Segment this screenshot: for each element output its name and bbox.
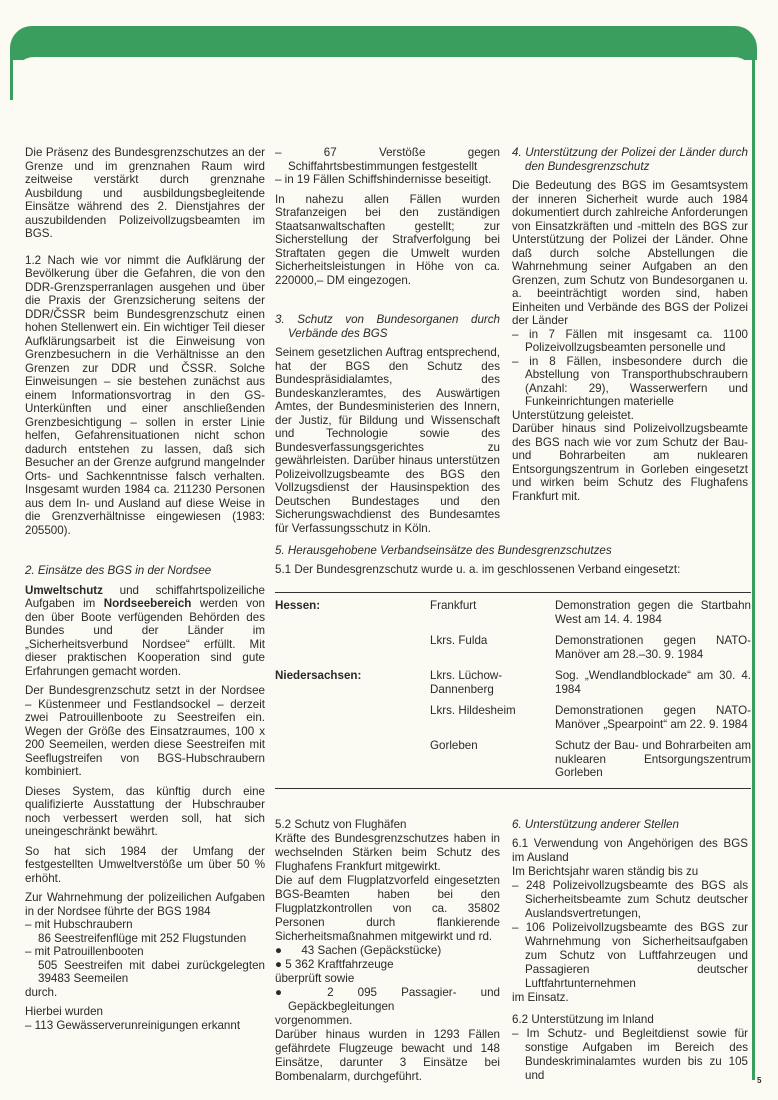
list-item: – in 8 Fällen, insbesondere durch die Abstellung von Transporthubschraubern (Anzahl: 29), Wasserwerfern und Funkeinrichtungen materielle	[512, 354, 748, 408]
table-row: Niedersachsen: Lkrs. Lüchow-Dannenberg Sog. „Wendlandblockade“ am 30. 4. 1984	[275, 669, 751, 696]
paragraph-patrouillenboote: Der Bundesgrenzschutz setzt in der Nordsee – Küstenmeer und Festlandsockel – derzeit zwei Patrouillenboote zu Seestreifen ein. Wegen der Größe des Einsatzraumes, 100 x 200 Seemeilen, werden diese Seestreifen mit Seeflugstreifen von BGS-Hubschraubern kombiniert.	[25, 684, 265, 778]
heading-section-4: 4. Unterstützung der Polizei der Länder durch den Bundesgrenzschutz	[512, 146, 748, 173]
middle-column	[275, 146, 500, 541]
text-im-einsatz: im Einsatz.	[512, 990, 569, 1004]
paragraph-gorleben: Darüber hinaus sind Polizeivollzugsbeamte des BGS nach wie vor zum Schutz der Bau- und Bohrarbeiten am nuklearen Entsorgungszentrum in Gorleben eingesetzt und wirken beim Schutz des Flughafens Frankfurt mit.	[512, 422, 748, 503]
list-item-detail: 86 Seestreifenflüge mit 252 Flugstunden	[38, 931, 247, 945]
bullet-icon: ●	[275, 944, 283, 957]
text-hierbei: Hierbei wurden	[25, 1005, 103, 1018]
text-ueberprueft: überprüft sowie	[275, 972, 355, 985]
section-6-column	[512, 818, 748, 1083]
list-item: – mit Patrouillenbooten	[25, 945, 144, 958]
paragraph-section-3: Seinem gesetzlichen Auftrag entsprechend, hat der BGS den Schutz des Bundespräsidialamtes, des Bundeskanzleramtes, des Auswärtigen Amtes, der Bundesministerien des Innern, der Justiz, für Bildung und Wissenschaft und Technologie sowie des Bundesverfassungsgerichtes zu gewährleisten. Darüber hinaus unterstützen Polizeivollzugsbeamte des BGS den Vollzugsdienst der Hausinspektion des Deutschen Bundestages und den Sicherungswachdienst des Bundesamtes für Verfassungsschutz in Köln.	[275, 346, 500, 535]
paragraph-system: Dieses System, das künftig durch eine qualifizierte Ausstattung der Hubschrauber noch verbessert werden soll, hat sich uneingeschränkt bewährt.	[25, 784, 265, 838]
table-row: Lkrs. Fulda Demonstrationen gegen NATO-Manöver am 28.–30. 9. 1984	[430, 634, 751, 661]
paragraph-strafanzeigen: In nahezu allen Fällen wurden Strafanzeigen bei den zuständigen Staatsanwaltschaften gestellt; zur Sicherstellung der Strafverfolgung bei Straftaten gegen die Umwelt wurden Sicherheitsleistungen in Höhe von ca. 220000,– DM eingezogen.	[275, 192, 500, 287]
table-row: Gorleben Schutz der Bau- und Bohrarbeiten am nuklearen Entsorgungszentrum Gorleben	[430, 739, 751, 779]
paragraph-wahrnehmung: Zur Wahrnehmung der polizeilichen Aufgaben in der Nordsee führte der BGS 1984	[25, 891, 265, 918]
paragraph-umweltverstoesse: So hat sich 1984 der Umfang der festgestellten Umweltverstöße um über 50 % erhöht.	[25, 844, 265, 885]
green-header-band	[10, 26, 757, 60]
bullet-item: ● 5 362 Kraftfahrzeuge	[275, 958, 394, 971]
paragraph-6-1: Im Berichtsjahr waren ständig bis zu	[512, 864, 699, 878]
right-column	[512, 146, 748, 509]
list-item: – 106 Polizeivollzugsbeamte des BGS zur Wahrnehmung von Sicherheitsaufgaben zum Schutz von Luftfahrzeugen und Passagieren deutscher Luftfahrtunternehmen	[512, 920, 748, 990]
heading-section-3: 3. Schutz von Bundesorganen durch Verbände des BGS	[275, 313, 500, 340]
paragraph-5-2b: Die auf dem Flugplatzvorfeld eingesetzten BGS-Beamten haben bei den Flugplatzkontrollen von ca. 35802 Personen durch flankierende Sicherheitsmaßnahmen mitgewirkt und rd.	[275, 874, 500, 943]
paragraph-1-2: 1.2 Nach wie vor nimmt die Aufklärung der Bevölkerung über die Gefahren, die von den DDR-Grenzsperranlagen ausgehen und über die Praxis der Grenzsicherung seitens der DDR/ČSSR beim Bundesgrenzschutz einen hohen Stellenwert ein. Ein wichtiger Teil dieser Aufklärungsarbeit ist die Einweisung von Grenzbesuchern in die Verhältnisse an den Grenzen zur DDR und ČSSR. Solche Einweisungen – sie bestehen zunächst aus einem Informationsvortrag in den GS-Unterkünften und einer anschließenden Grenzbesichtigung – sollen in erster Linie helfen, Gefahrensituationen nicht schon dadurch entstehen zu lassen, daß sich Besucher an der Grenze aufgrund mangelnder Orts- und Sachkenntnisse falsch verhalten. Insgesamt wurden 1984 ca. 211230 Personen aus dem In- und Ausland auf diese Weise in die Grenzverhältnisse eingewiesen (1983: 205500).	[25, 253, 265, 537]
intro-paragraph: Die Präsenz des Bundesgrenzschutzes an der Grenze und im grenznahen Raum wird zeitweise verstärkt durch grenznahe Ausbildung und ausbildungsbegleitende Einsätze während des 2. Dienstjahres der auszubildenden Polizeivollzugsbeamten im BGS.	[25, 146, 265, 240]
section-5-2-column	[275, 818, 500, 1084]
table-row: Lkrs. Hildesheim Demonstrationen gegen NATO-Manöver „Spearpoint“ am 22. 9. 1984	[430, 704, 751, 731]
page-number: 5	[757, 1076, 762, 1085]
paragraph-5-1: 5.1 Der Bundesgrenzschutz wurde u. a. im geschlossenen Verband eingesetzt:	[275, 562, 681, 576]
list-item: – Im Schutz- und Begleitdienst sowie für sonstige Aufgaben im Bereich des Bundeskriminalamtes wurden bis zu 105 und	[512, 1026, 748, 1082]
heading-section-2: 2. Einsätze des BGS in der Nordsee	[25, 564, 212, 577]
list-item: – mit Hubschraubern	[25, 918, 133, 931]
paragraph-section-4: Die Bedeutung des BGS im Gesamtsystem der inneren Sicherheit wurde auch 1984 dokumentiert durch zahlreiche Anforderungen von Einsatzkräften und -mitteln des BGS zur Unterstützung der Polizei der Länder. Ohne daß durch solche Abstellungen die Wahrnehmung seiner Aufgaben an den Grenzen, zum Schutz von Bundesorganen u. a. beeinträchtigt worden sind, haben Einheiten und Verbände des BGS der Polizei der Länder	[512, 179, 748, 327]
left-column	[25, 146, 265, 1032]
list-item: – 248 Polizeivollzugsbeamte des BGS als Sicherheitsbeamte zum Schutz deutscher Auslandsvertretungen,	[512, 878, 748, 920]
heading-6-1: 6.1 Verwendung von Angehörigen des BGS im Ausland	[512, 836, 748, 864]
bullet-icon: ●	[275, 958, 283, 971]
section-5-header	[275, 544, 751, 582]
bullet-icon: ●	[275, 986, 303, 999]
heading-section-6: 6. Unterstützung anderer Stellen	[512, 818, 679, 831]
left-border-line	[10, 60, 13, 100]
heading-5-2: 5.2 Schutz von Flughäfen	[275, 818, 407, 831]
paragraph-5-2c: Darüber hinaus wurden in 1293 Fällen gefährdete Flugzeuge bewacht und 148 Einsätze, darunter 3 Einsätze bei Bombenalarm, durchgeführt.	[275, 1028, 500, 1083]
list-item: – in 7 Fällen mit insgesamt ca. 1100 Polizeivollzugsbeamten personelle und	[512, 327, 748, 354]
heading-6-2: 6.2 Unterstützung im Inland	[512, 1012, 654, 1026]
list-item-detail: 505 Seestreifen mit dabei zurückgelegten 39483 Seemeilen	[38, 958, 265, 985]
list-item: – in 19 Fällen Schiffshindernisse beseitigt.	[275, 173, 492, 186]
deployment-table	[275, 592, 751, 789]
table-row: Hessen: Frankfurt Demonstration gegen die Startbahn West am 14. 4. 1984	[275, 599, 751, 626]
text-durch: durch.	[25, 985, 58, 999]
paragraph-umweltschutz: Umweltschutz und schiffahrtspolizeiliche Aufgaben im Nordseebereich werden von den über Boote verfügenden Behörden des Bundes und der Länder im „Sicherheitsverbund Nordsee“ erfüllt. Mit dieser praktischen Kooperation sind gute Erfahrungen gemacht worden.	[25, 583, 265, 678]
heading-section-5: 5. Herausgehobene Verbandseinsätze des Bundesgrenzschutzes	[275, 544, 612, 557]
text-vorgenommen: vorgenommen.	[275, 1014, 353, 1027]
right-border-line	[752, 60, 755, 1080]
text-unterstuetzung: Unterstützung geleistet.	[512, 408, 634, 422]
list-item: – 67 Verstöße gegen Schiffahrtsbestimmungen festgestellt	[275, 146, 500, 173]
bullet-item: ● 2 095 Passagier- und Gepäckbegleitungen	[275, 986, 500, 1013]
list-item: – 113 Gewässerverunreinigungen erkannt	[25, 1018, 241, 1032]
paragraph-5-2a: Kräfte des Bundesgrenzschutzes haben in wechselnden Stärken beim Schutz des Flughafens Frankfurt mitgewirkt.	[275, 832, 500, 873]
bullet-item: ● 43 Sachen (Gepäckstücke)	[275, 944, 442, 957]
